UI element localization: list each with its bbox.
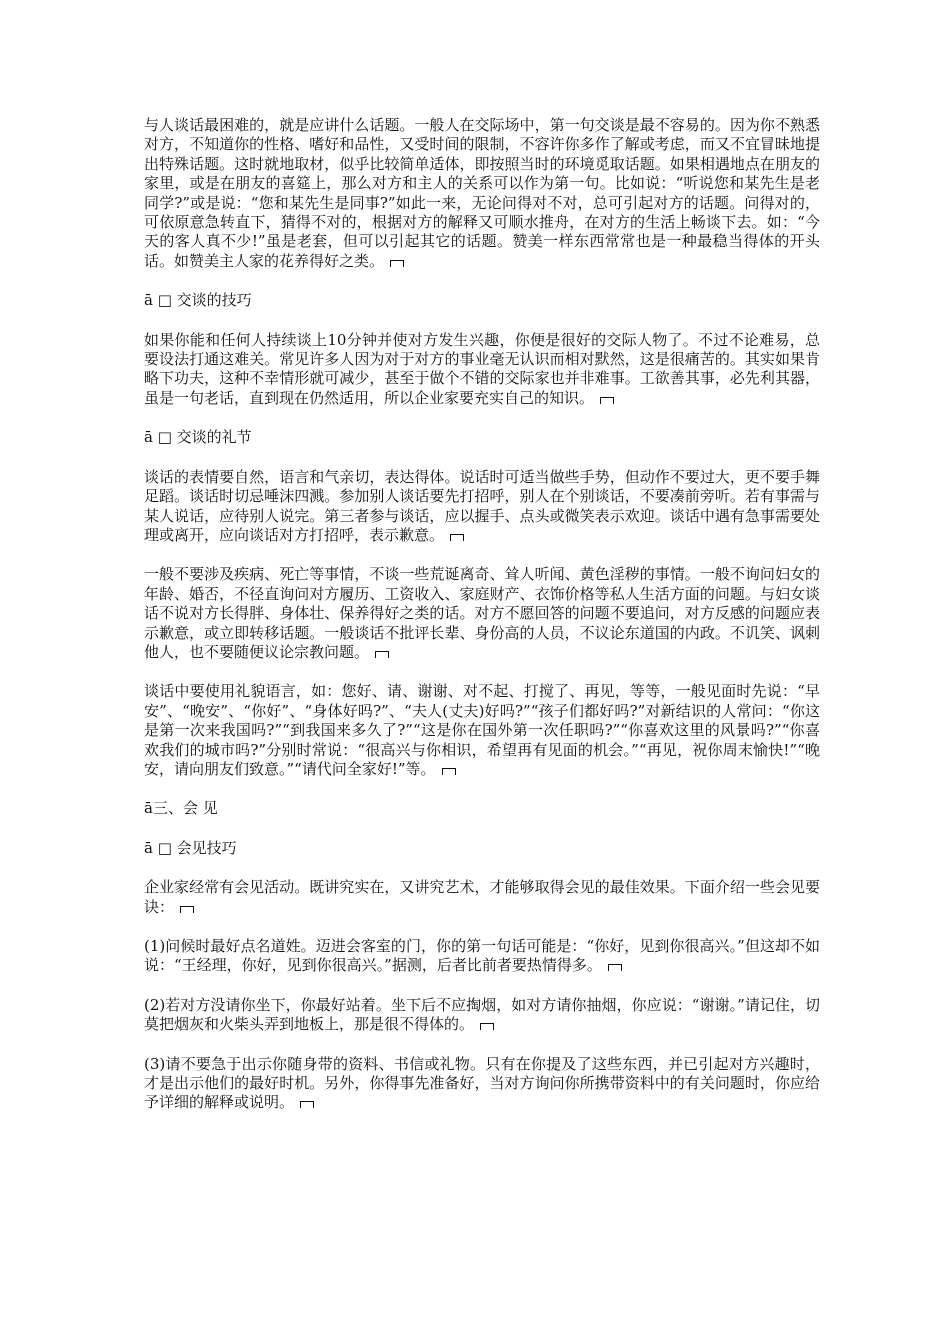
- paragraph-meeting-tip-3: (3)请不要急于出示你随身带的资料、书信或礼物。只有在你提及了这些东西，并已引起对方兴趣时，才是出示他们的最好时机。另外，你得事先准备好，当对方询问你所携带资料中的有关问题时，你应给予详细的解释或说明。: [144, 1054, 820, 1112]
- document-body: [144, 116, 820, 1133]
- heading-conversation-skills: ā □ 交谈的技巧: [144, 291, 252, 310]
- paragraph-mark-icon: [608, 964, 622, 971]
- paragraph-meeting-tip-1: (1)问候时最好点名道姓。迈进会客室的门，你的第一句话可能是：“你好，见到你很高兴。”但这却不如说：“王经理，你好，见到你很高兴。”据测，后者比前者要热情得多。: [144, 937, 820, 975]
- heading-meeting-section: ā三、会 见: [144, 799, 218, 818]
- paragraph-mark-icon: [600, 397, 614, 404]
- paragraph-conversation-skills: 如果你能和任何人持续谈上10分钟并使对方发生兴趣，你便是很好的交际人物了。不过不论难易，总要设法打通这难关。常见许多人因为对于对方的事业毫无认识而相对默然，这是很痛苦的。其实如果肯略下功夫，这种不幸情形就可减少，甚至于做个不错的交际家也并非难事。工欲善其事，必先利其器，虽是一句老话，直到现在仍然适用，所以企业家要充实自己的知识。: [144, 330, 820, 407]
- heading-meeting-skills: ā □ 会见技巧: [144, 838, 237, 857]
- paragraph-mark-icon: [442, 768, 456, 775]
- heading-conversation-etiquette: ā □ 交谈的礼节: [144, 428, 252, 447]
- paragraph-mark-icon: [480, 1023, 494, 1030]
- paragraph-meeting-tip-2: (2)若对方没请你坐下，你最好站着。坐下后不应掏烟，如对方请你抽烟，你应说：“谢谢。”请记住，切莫把烟灰和火柴头弄到地板上，那是很不得体的。: [144, 995, 820, 1034]
- paragraph-mark-icon: [375, 651, 389, 658]
- paragraph-mark-icon: [390, 260, 404, 267]
- paragraph-meeting-intro: 企业家经常有会见活动。既讲究实在，又讲究艺术，才能够取得会见的最佳效果。下面介绍一些会见要诀：: [144, 878, 820, 916]
- paragraph-conversation-topics: 与人谈话最困难的，就是应讲什么话题。一般人在交际场中，第一句交谈是最不容易的。因为你不熟悉对方，不知道你的性格、嗜好和品性，又受时间的限制，不容许你多作了解或考虑，而又不宜冒昧地提出特殊话题。这时就地取材，似乎比较简单适体，即按照当时的环境觅取话题。如果相遇地点在朋友的家里，或是在朋友的喜筵上，那么对方和主人的关系可以作为第一句。比如说：“听说您和某先生是老同学?”或是说：“您和某先生是同事?”如此一来，无论问得对不对，总可引起对方的话题。问得对的，可依原意急转直下，猜得不对的，根据对方的解释又可顺水推舟，在对方的生活上畅谈下去。如：“今天的客人真不少!”虽是老套，但可以引起其它的话题。赞美一样东西常常也是一种最稳当得体的开头话。如赞美主人家的花养得好之类。: [144, 116, 820, 270]
- paragraph-polite-language: 谈话中要使用礼貌语言，如：您好、请、谢谢、对不起、打搅了、再见，等等，一般见面时先说：“早安”、“晚安”、“你好”、“身体好吗?”、“夫人(丈夫)好吗?”“孩子们都好吗?”对新结识的人常问：“你这是第一次来我国吗?”“到我国来多久了?”“这是你在国外第一次任职吗?”“你喜欢这里的风景吗?”“你喜欢我们的城市吗?”分别时常说：“很高兴与你相识，希望再有见面的机会。”“再见，祝你周末愉快!”“晚安，请向朋友们致意。”“请代问全家好!”等。: [144, 682, 820, 778]
- paragraph-mark-icon: [180, 906, 194, 913]
- paragraph-mark-icon: [300, 1101, 314, 1108]
- paragraph-mark-icon: [450, 534, 464, 541]
- paragraph-etiquette-taboos: 一般不要涉及疾病、死亡等事情，不谈一些荒诞离奇、耸人听闻、黄色淫秽的事情。一般不询问妇女的年龄、婚否，不径直询问对方履历、工资收入、家庭财产、衣饰价格等私人生活方面的问题。与妇女谈话不说对方长得胖、身体壮、保养得好之类的话。对方不愿回答的问题不要追问，对方反感的问题应表示歉意，或立即转移话题。一般谈话不批评长辈、身份高的人员，不议论东道国的内政。不讥笑、讽刺他人，也不要随便议论宗教问题。: [144, 565, 820, 661]
- paragraph-etiquette-expression: 谈话的表情要自然，语言和气亲切，表达得体。说话时可适当做些手势，但动作不要过大，更不要手舞足蹈。谈话时切忌唾沫四溅。参加别人谈话要先打招呼，别人在个别谈话，不要凑前旁听。若有事需与某人说话，应待别人说完。第三者参与谈话，应以握手、点头或微笑表示欢迎。谈话中遇有急事需要处理或离开，应向谈话对方打招呼，表示歉意。: [144, 467, 820, 544]
